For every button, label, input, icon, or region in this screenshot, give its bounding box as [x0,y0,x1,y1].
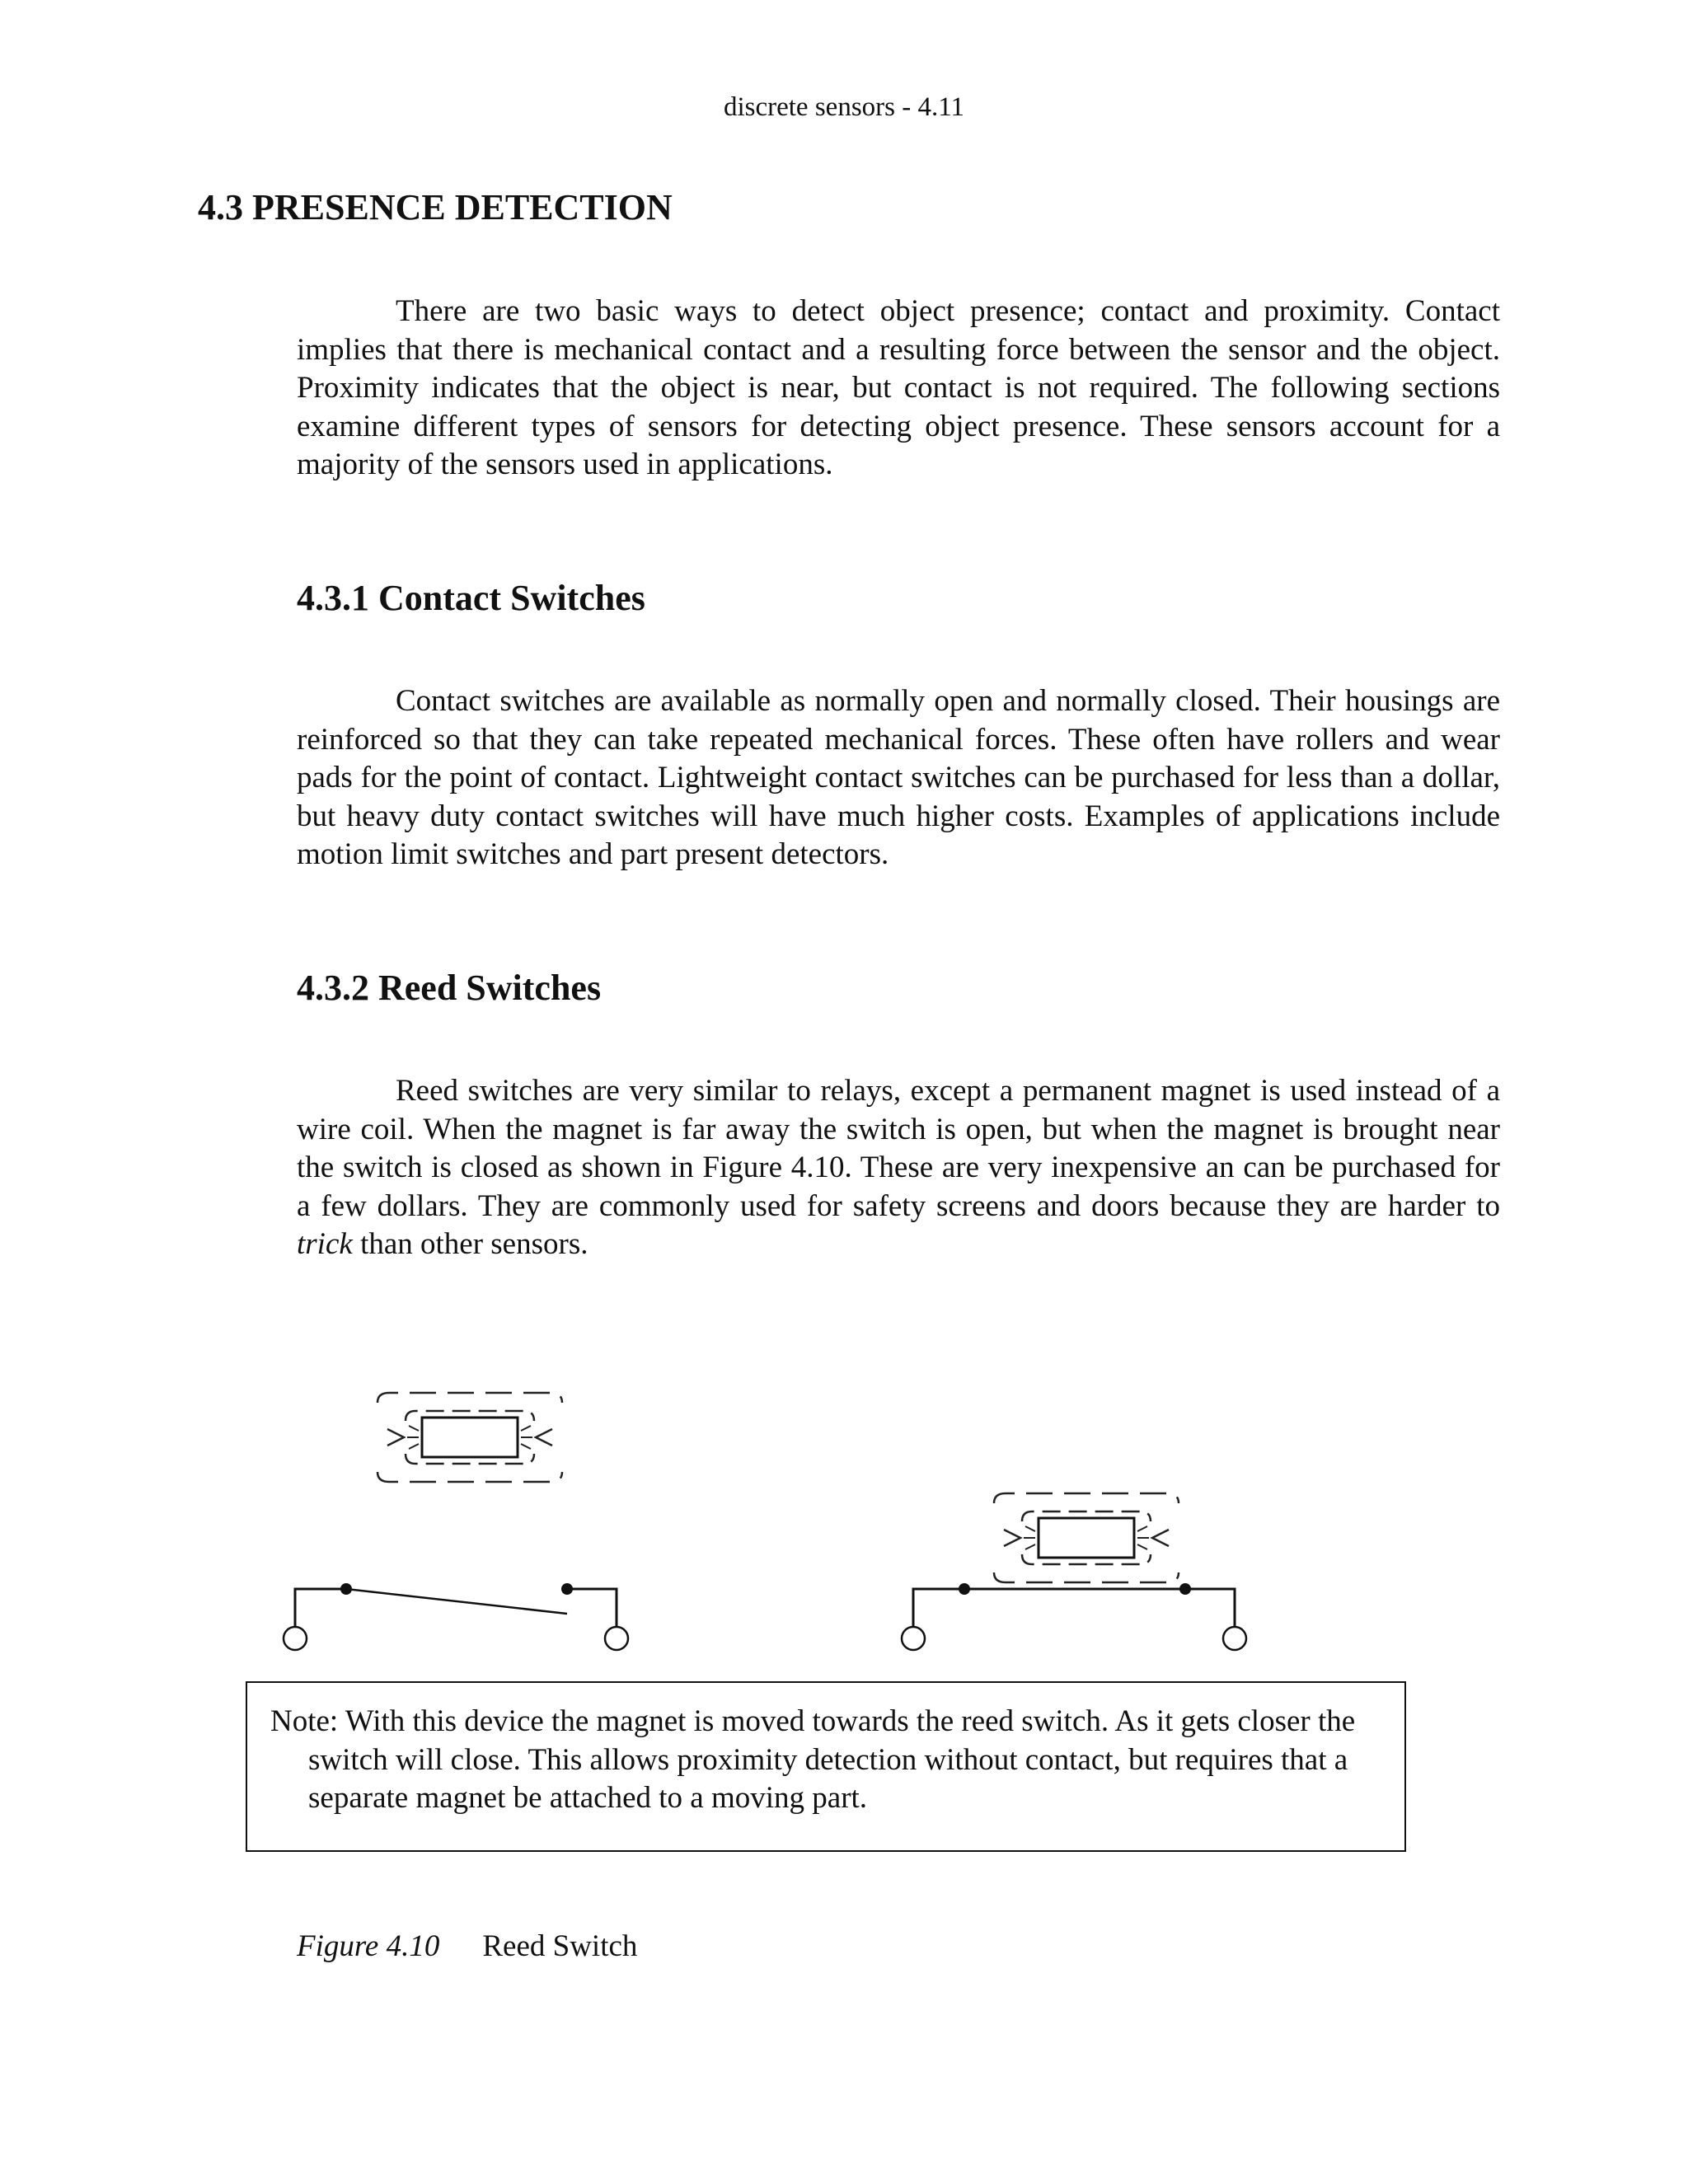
open-terminal-right [605,1627,628,1650]
closed-contact-fixed [1179,1583,1191,1595]
figure-caption [297,1929,637,1964]
closed-terminal-left [902,1627,925,1650]
figure-note: Note: With this device the magnet is moved towards the reed switch. As it gets closer the switch will close. This allows proximity detection without contact, but requires that a separate magnet be attached to a moving part. [270,1704,1356,1815]
open-contact-fixed [561,1583,573,1595]
figure-title: Reed Switch [482,1929,638,1963]
reed-text-after: than other sensors. [352,1227,588,1261]
closed-switch-wire [913,1589,1235,1627]
closed-contact-pivot [959,1583,970,1595]
reed-text-before: Reed switches are very similar to relays, except a permanent magnet is used instead of a wire coil. When the magnet is far away the switch is open, but when the magnet is brought near the switch is closed as shown in Figure 4.10. These are very inexpensive an can be purchased for a few dollars. They are commonly used for safety screens and doors because they are harder to [297,1074,1500,1223]
running-header: discrete sensors - 4.11 [723,92,965,122]
magnet-near-icon [994,1493,1179,1582]
closed-switch-group [902,1493,1246,1650]
reed-text-emphasis: trick [297,1227,353,1261]
open-right-lead [567,1589,617,1627]
magnet-far-icon [377,1393,562,1482]
intro-paragraph: There are two basic ways to detect object presence; contact and proximity. Contact implies that there is mechanical contact and a resulting force between the sensor and the object. Proximity indicates that the object is near, but contact is not required. The following sections examine different types of sensors for detecting object presence. These sensors account for a majority of the sensors used in applications. [297,294,1500,481]
contact-switches-paragraph: Contact switches are available as normally open and normally closed. Their housings are reinforced so that they can take repeated mechanical forces. These often have rollers and wear pads for the point of contact. Lightweight contact switches can be purchased for less than a dollar, but heavy duty contact switches will have much higher costs. Examples of applications include motion limit switches and part present detectors. [297,684,1500,871]
open-reed-blade [346,1589,567,1614]
open-left-lead [295,1589,346,1627]
contact-switches-heading: 4.3.1 Contact Switches [297,578,645,618]
reed-switch-diagram [272,1376,1311,1657]
section-title: 4.3 PRESENCE DETECTION [198,187,673,227]
open-terminal-left [284,1627,307,1650]
closed-terminal-right [1223,1627,1246,1650]
reed-switches-paragraph [297,1072,1500,1264]
reed-switches-heading: 4.3.2 Reed Switches [297,968,602,1008]
figure-number: Figure 4.10 [297,1929,440,1963]
figure-note-box [246,1681,1406,1852]
open-switch-group [284,1393,628,1650]
